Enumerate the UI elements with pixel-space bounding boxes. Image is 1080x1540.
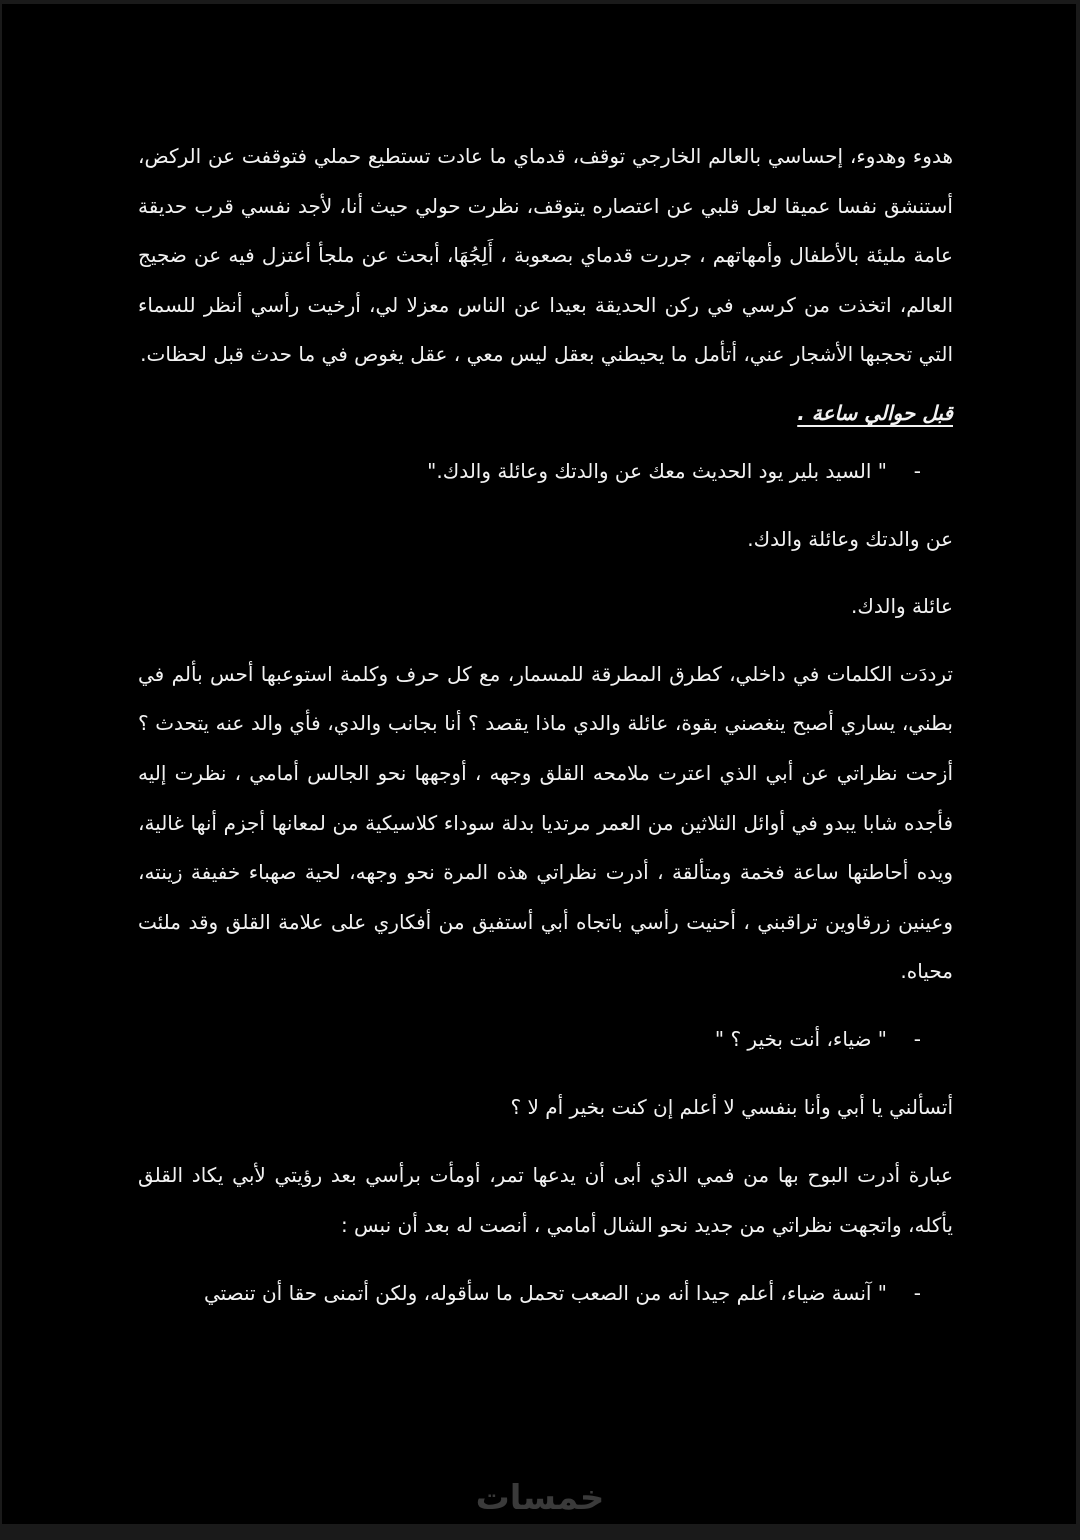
section-heading: قبل حوالي ساعة .: [797, 400, 953, 425]
dialog-line: [138, 1015, 953, 1065]
dialog-dash: -: [913, 1281, 921, 1306]
dialog-text: " السيد بلير يود الحديث معك عن والدتك وعائلة والدك.": [427, 458, 887, 483]
dialog-line: [138, 1269, 953, 1319]
paragraph-body: ترددَت الكلمات في داخلي، كطرق المطرقة للمسمار، مع كل حرف وكلمة استوعبها أحس بألم في بطني، يساري أصبح ينغصني بقوة، عائلة والدي ماذا يقصد ؟ أنا بجانب والدي، فأي والد عنه يتحدث ؟ أزحت نظراتي عن أبي الذي اعترت ملامحه القلق وجهه ، أوجهها نحو الجالس أمامي ، نظرت إليه فأجده شابا يبدو في أوائل الثلاثين من العمر مرتديا بدلة سوداء كلاسيكية من لمعانها أجزم أنها غالية، ويده أحاطتها ساعة فخمة ومتألقة ، أدرت نظراتي هذه المرة نحو وجهه، لحية صهباء خفيفة زينته، وعينين زرقاوين تراقبني ، أحنيت رأسي باتجاه أبي أستفيق من أفكاري على علامة القلق وقد ملئت محياه.: [138, 661, 953, 984]
echo-line: عن والدتك وعائلة والدك.: [747, 526, 953, 551]
dialog-dash: -: [913, 1026, 921, 1051]
watermark-logo: خمسات: [475, 1478, 605, 1518]
paragraph-body: عبارة أدرت البوح بها من فمي الذي أبى أن يدعها تمر، أومأت برأسي بعد رؤيتي لأبي يكاد القلق يأكله، واتجهت نظراتي من جديد نحو الشال أمامي ، أنصت له بعد أن نبس :: [138, 1163, 953, 1237]
dialog-line: [138, 447, 953, 497]
paragraph-opening: هدوء وهدوء، إحساسي بالعالم الخارجي توقف، قدماي ما عادت تستطيع حملي فتوقفت عن الركض، أستنشق نفسا عميقا لعل قلبي عن اعتصاره يتوقف، نظرت حولي حيث أنا، لأجد نفسي قرب حديقة عامة مليئة بالأطفال وأمهاتهم ، جررت قدماي بصعوبة ، أَلِجُهَا، أبحث عن ملجأ أعتزل فيه عن ضجيج العالم، اتخذت من كرسي في ركن الحديقة بعيدا عن الناس معزلا لي، أرخيت رأسي أنظر للسماء التي تحجبها الأشجار عني، أتأمل ما يحيطني بعقل ليس معي ، عقل يغوص في ما حدث قبل لحظات.: [138, 144, 953, 367]
dialog-dash: -: [913, 458, 921, 483]
document-body: [138, 132, 953, 1319]
paragraph-question: أتسألني يا أبي وأنا بنفسي لا أعلم إن كنت بخير أم لا ؟: [510, 1094, 953, 1119]
echo-line: عائلة والدك.: [851, 594, 953, 619]
document-page: [2, 4, 1076, 1524]
dialog-text: " آنسة ضياء، أعلم جيدا أنه من الصعب تحمل ما سأقوله، ولكن أتمنى حقا أن تنصتي: [203, 1281, 887, 1306]
dialog-text: " ضياء، أنت بخير ؟ ": [714, 1026, 887, 1051]
